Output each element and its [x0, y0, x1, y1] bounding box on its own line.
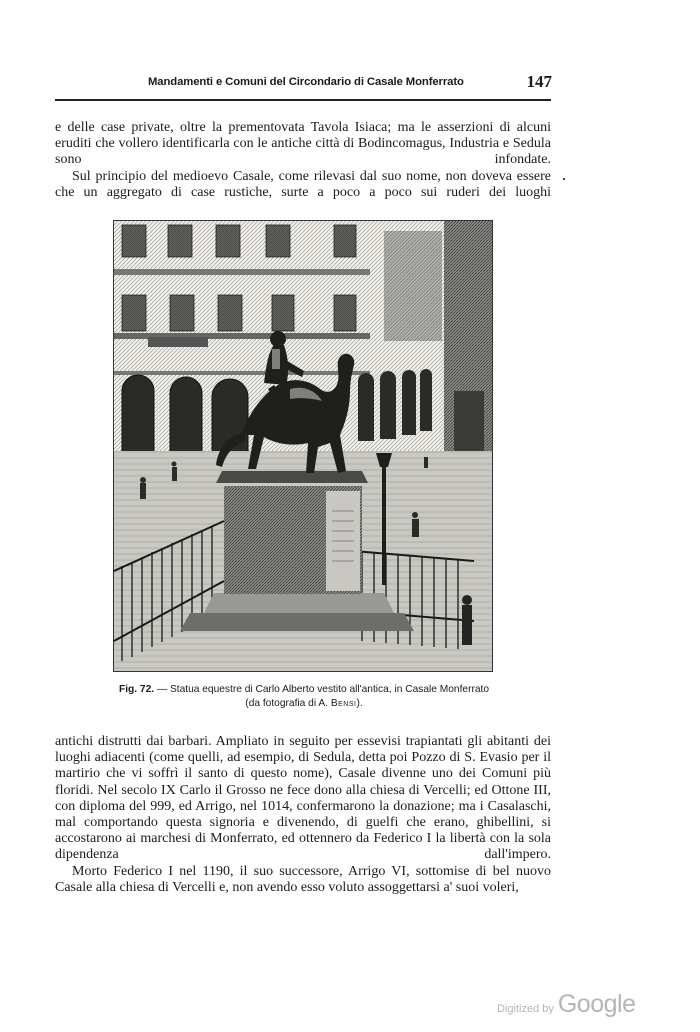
- watermark-brand: Google: [557, 990, 636, 1018]
- page-number: 147: [526, 72, 552, 91]
- digitization-watermark: [497, 990, 635, 1019]
- statue-illustration: [113, 220, 493, 672]
- figure-credit-prefix: (da fotografia di A.: [245, 698, 331, 710]
- figure-caption-text: — Statua equestre di Carlo Alberto vestito all'antica, in Casale Monferrato: [156, 684, 490, 695]
- paragraph-intro-2: Sul principio del medioevo Casale, come rilevasi dal suo nome, non doveva essere che un aggregato di case rustiche, surte a poco a poco sui ruderi dei luoghi: [55, 168, 551, 200]
- continuation-text-block: [55, 734, 551, 896]
- figure-caption: [76, 683, 532, 711]
- intro-text-block: [55, 120, 551, 201]
- watermark-prefix: Digitized by: [497, 1003, 554, 1015]
- figure-credit: [76, 697, 532, 711]
- figure-credit-suffix: ).: [356, 698, 363, 710]
- stray-ink-mark: [563, 178, 565, 180]
- figure-label: Fig. 72.: [118, 684, 155, 695]
- paragraph-intro-1: e delle case private, oltre la prementovata Tavola Isiaca; ma le asserzioni di alcuni eruditi che vollero identificarla con le antiche città di Bodincomagus, Industria e Sedula sono infondate.: [55, 120, 551, 168]
- photographer-name: Bensi: [330, 698, 357, 710]
- paragraph-continuation-1: antichi distrutti dai barbari. Ampliato in seguito per essevisi trapiantati gli abitanti dei luoghi adiacenti (come quelli, ad esempio, di Sedula, detta poi Pozzo di S. Evasio per il martirio che vi soffrì il santo di questo nome), Casale divenne uno dei Comuni più floridi. Nel secolo IX Carlo il Grosso ne fece dono alla chiesa di Vercelli; ed Ottone III, con diploma del 999, ed Arrigo, nel 1014, confermarono la donazione; ma i Casalaschi, mal comportando questa signoria e divenendo, di guelfi che erano, ghibellini, si accostarono ai marchesi di Monferrato, ed ottennero da Federico I la libertà con la sola dipendenza dall'impero.: [55, 734, 551, 863]
- running-header-title: Mandamenti e Comuni del Circondario di Casale Monferrato: [148, 76, 464, 88]
- figure-caption-line-1: [76, 683, 532, 697]
- paragraph-continuation-2: Morto Federico I nel 1190, il suo successore, Arrigo VI, sottomise di bel nuovo Casale alla chiesa di Vercelli e, non avendo esso voluto assoggettarsi a' suoi voleri,: [55, 863, 551, 895]
- header-rule: [55, 99, 551, 101]
